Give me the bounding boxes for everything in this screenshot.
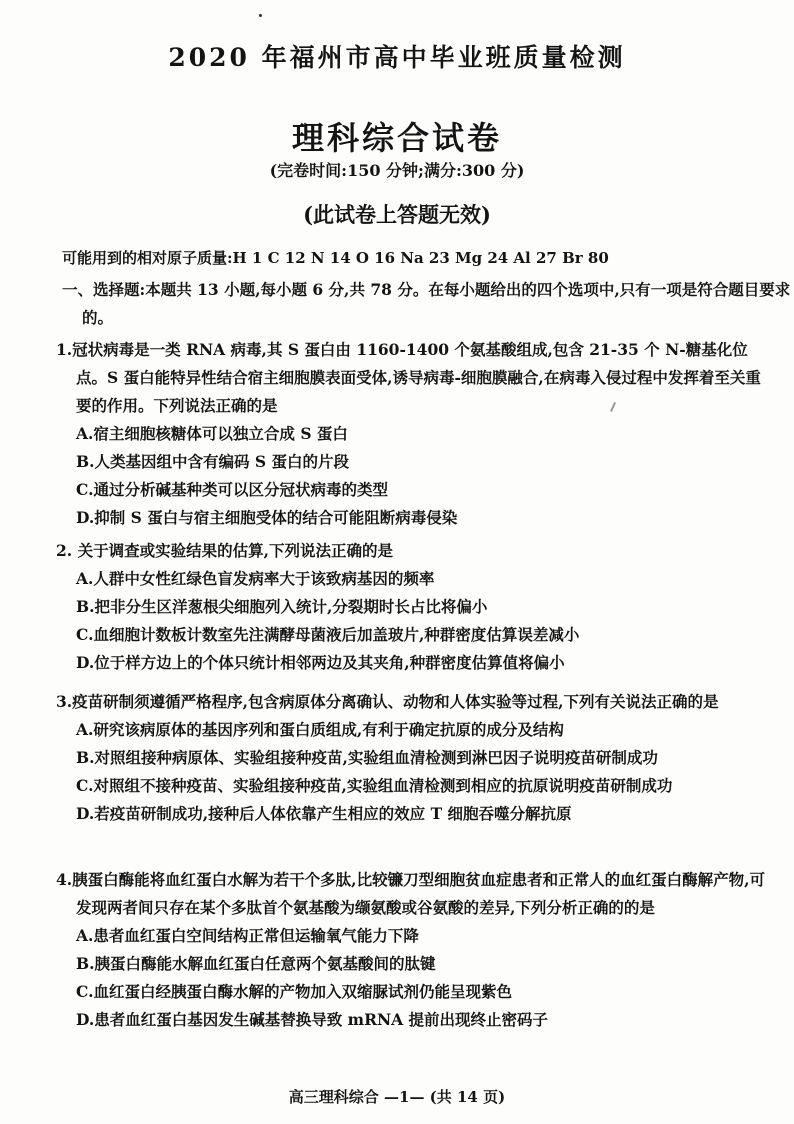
paper-title: 理科综合试卷 [291, 119, 502, 157]
option-a: A.患者血红蛋白空间结构正常但运输氧气能力下降 [76, 926, 419, 945]
option-d: D.位于样方边上的个体只统计相邻两边及其夹角,种群密度估算值将偏小 [76, 653, 565, 672]
question-stem: 1.冠状病毒是一类 RNA 病毒,其 S 蛋白由 1160-1400 个氨基酸组成,包含 21-35 个 N-糖基化位点。S 蛋白能特异性结合宿主细胞膜表面受体,诱导病毒-细胞膜融合,在病毒入侵过程中发挥着至关重要的作用。下列说法正确的是 [56, 340, 761, 415]
question-stem: 4.胰蛋白酶能将血红蛋白水解为若干个多肽,比较镰刀型细胞贫血症患者和正常人的血红蛋白酶解产物,可发现两者间只存在某个多肽首个氨基酸为缬氨酸或谷氨酸的差异,下列分析正确的的是 [56, 870, 765, 917]
question-4 [56, 866, 772, 1034]
exam-title: 2020 年福州市高中毕业班质量检测 [168, 43, 626, 72]
option-a: A.宿主细胞核糖体可以独立合成 S 蛋白 [76, 424, 348, 443]
question-2 [56, 537, 772, 677]
section-heading: 一、选择题:本题共 13 小题,每小题 6 分,共 78 分。在每小题给出的四个选项中,只有一项是符合题目要求的。 [62, 280, 791, 327]
answer-notice: (此试卷上答题无效) [303, 202, 491, 227]
option-a: A.人群中女性红绿色盲发病率大于该致病基因的频率 [76, 569, 435, 588]
question-stem: 2. 关于调查或实验结果的估算,下列说法正确的是 [56, 541, 393, 560]
question-3 [56, 688, 772, 828]
option-a: A.研究该病原体的基因序列和蛋白质组成,有利于确定抗原的成分及结构 [76, 720, 564, 739]
option-d: D.抑制 S 蛋白与宿主细胞受体的结合可能阻断病毒侵染 [76, 508, 458, 527]
option-b: B.胰蛋白酶能水解血红蛋白任意两个氨基酸间的肽键 [76, 954, 436, 973]
atomic-masses: 可能用到的相对原子质量:H 1 C 12 N 14 O 16 Na 23 Mg 24 Al 27 Br 80 [62, 249, 609, 267]
option-c: C.血红蛋白经胰蛋白酶水解的产物加入双缩脲试剂仍能呈现紫色 [76, 982, 512, 1001]
question-stem: 3.疫苗研制须遵循严格程序,包含病原体分离确认、动物和人体实验等过程,下列有关说法正确的是 [56, 692, 719, 711]
exam-info: (完卷时间:150 分钟;满分:300 分) [269, 161, 525, 180]
option-c: C.通过分析碱基种类可以区分冠状病毒的类型 [76, 480, 388, 499]
option-b: B.对照组接种病原体、实验组接种疫苗,实验组血清检测到淋巴因子说明疫苗研制成功 [76, 748, 658, 767]
scan-speck [259, 14, 262, 17]
option-d: D.若疫苗研制成功,接种后人体依靠产生相应的效应 T 细胞吞噬分解抗原 [76, 804, 572, 823]
option-d: D.患者血红蛋白基因发生碱基替换导致 mRNA 提前出现终止密码子 [76, 1010, 549, 1029]
option-b: B.人类基因组中含有编码 S 蛋白的片段 [76, 452, 349, 471]
option-c: C.对照组不接种疫苗、实验组接种疫苗,实验组血清检测到相应的抗原说明疫苗研制成功 [76, 776, 673, 795]
option-b: B.把非分生区洋葱根尖细胞列入统计,分裂期时长占比将偏小 [76, 597, 488, 616]
option-c: C.血细胞计数板计数室先注满酵母菌液后加盖玻片,种群密度估算误差减小 [76, 625, 580, 644]
page-footer: 高三理科综合 —1— (共 14 页) [288, 1088, 506, 1106]
question-1 [56, 336, 772, 532]
